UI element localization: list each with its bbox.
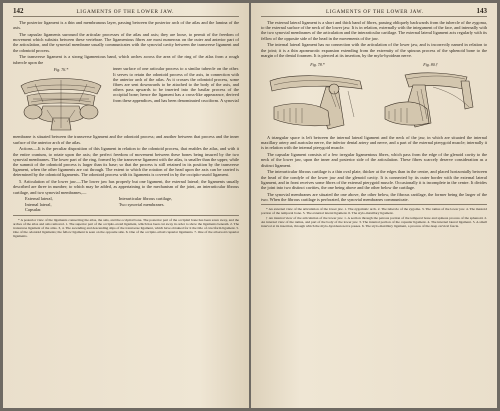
paragraph: membrane is situated between the transverse ligament and the odontoid process; and another between that process and the inner surface of the anterior arch of the atlas. [13, 134, 239, 145]
paragraph: The external lateral ligament is a short and thick band of fibres, passing obliquely backwards from the tubercle of the zygoma, to the external surface of the neck of the lower jaw. It is in relation, externally with the integument of the face, and internally with the two synovial membranes of the articulation and the interarticular cartilage. The external lateral ligament acts regularly with its fellow of the opposite side of the head in the movements of the jaw. [261, 20, 487, 41]
list-item: Interarticular fibrous cartilage, [118, 196, 173, 202]
paragraph: inner surface of one articular process to a similar tubercle on the other. It serves to retain the odontoid process of the axis, in connection with the anterior arch of the atlas. As it crosses the odontoid process, some fibres are sent downwards to be attached to the body of the axis, and others pass upwards to be inserted into the basilar process of the occipital bone; hence the ligament has a cross-like appearance, derived from these appendices, and has been denominated cruciform. A synovial [113, 66, 239, 103]
figure-caption: Fig. 80.† [423, 62, 438, 68]
ligament-list [25, 196, 239, 212]
list-item: Capsular. [25, 206, 42, 212]
paragraph: The transverse ligament is a strong ligamentous band, which arches across the area of the ring of the atlas from a rough tubercle upon the [13, 54, 239, 65]
right-page [251, 3, 497, 408]
left-page [3, 3, 249, 408]
jaw-external-engraving [264, 67, 372, 133]
page-number-left: 142 [13, 7, 24, 15]
cruciform-ligament-engraving [13, 72, 109, 134]
footnote: * A posterior view of the ligaments connecting the atlas, the axis, and the occipital bone. The posterior part of the occipital bone has been sawn away, and the arches of the atlas and axis removed. 1. The superior part of the occipito-axoid ligament, which has been cut away in order to show the ligaments beneath. 2. The transverse ligament of the atlas. 3, 4. The ascending and descending slips of the transverse ligament, which have obtained for it the title of cruciform ligament. 5. One of the odontoid ligaments; the fellow ligament is seen on the opposite side. 6. One of the occipito-atloid capsular ligaments. 7. One of the atloaxoid capsular ligaments. [13, 218, 239, 239]
paragraph: The capsular ligaments surround the articular processes of the atlas and axis; they are loose, to permit of the freedom of movement which subsists between these vertebrae. The ligamentous fibres are most numerous on the outer and anterior part of the articulation, and the synovial membrane usually communicates with the synovial cavity between the transverse ligament and the odontoid process. [13, 32, 239, 53]
figure-caption: Fig. 76.* [53, 67, 69, 73]
figure-caption: Fig. 78.* [310, 62, 325, 68]
paragraph: The synovial membranes are situated the one above, the other below, the fibrous cartilage, the former being the larger of the two. When the fibrous cartilage is perforated, the synovial membranes communicate. [261, 191, 487, 203]
footnotes-right [261, 204, 487, 228]
running-title-right: LIGAMENTS OF THE LOWER JAW. [326, 9, 424, 15]
list-item: Internal lateral, [25, 201, 52, 207]
running-title-left: LIGAMENTS OF THE LOWER JAW. [76, 9, 174, 15]
footnote: † An internal view of the articulation of the lower jaw. 1. A section through the petrous portion of the temporal bone and spinous process of the sphenoid. 2. An internal view of the ramus, and part of the body of the lower jaw. 3. The internal portion of the capsular ligament. 4. The internal lateral ligament. 5. A small interval at its insertion, through which the mylo-hyoidean nerve passes. 6. The stylo-maxillary ligament, a process of the deep cervical fascia. [261, 216, 487, 229]
list-item: Two synovial membranes. [118, 201, 165, 207]
paragraph: The capsular ligament consists of a few irregular ligamentous fibres, which pass from the edge of the glenoid cavity to the neck of the lower jaw, upon the inner and posterior side of the articulation. These fibres scarcely deserve consideration as a distinct ligament. [261, 152, 487, 168]
running-head-left [13, 7, 239, 17]
jaw-internal-engraving [377, 67, 485, 133]
running-head-right [261, 7, 487, 17]
paragraph: The posterior ligament is a thin and membranous layer, passing between the posterior arch of the atlas and the lamina of the axis. [13, 20, 239, 31]
list-item [119, 207, 239, 212]
paragraph: Actions.—It is the peculiar disposition of this ligament in relation to the odontoid process, that enables the atlas, and with it the entire cranium, to rotate upon the axis; the perfect freedom of movement between these bones being insured by the two synovial membranes. The lower part of the ring, formed by the transverse ligament with the atlas, is smaller than the upper, while the summit of the odontoid process is larger than its base; so that the process is still retained in its position by the transverse ligament, when the other ligaments are cut through. The extent to which the rotation of the head upon the axis can be carried is determined by the odontoid ligaments. The odontoid process with its ligaments is covered in by the occipito-axoid ligament. [13, 146, 239, 178]
figure-wrap-block [13, 66, 239, 134]
page-number-right: 143 [476, 7, 487, 15]
paragraph: The internal lateral ligament has no connection with the articulation of the lower jaw, and is incorrectly named in relation to the joint; it is a thin aponeurotic expansion extending from the extremity of the spinous process of the sphenoid bone to the margin of the dental foramen. It is pierced at its insertion, by the mylo-hyoidean nerve. [261, 42, 487, 58]
figure-78 [264, 61, 372, 133]
footnotes-left [13, 215, 239, 238]
figure-76 [13, 66, 109, 134]
figure-80 [377, 61, 485, 133]
footnote: * An external view of the articulation of the lower jaw. 1. The zygomatic arch. 2. The tubercle of the zygoma. 3. The ramus of the lower jaw. 4. The mastoid portion of the temporal bone. 5. The external lateral ligament. 6. The stylo-maxillary ligament. [261, 207, 487, 216]
paragraph: 5. Articulation of the lower jaw.—The lower jaw has properly but one ligament, the external lateral; the ligaments usually described are three in number; to which may be added, as appertaining to the mechanism of the joint, an interarticular fibrous cartilage, and two synovial membranes,— [13, 179, 239, 195]
paragraph: The interarticular fibrous cartilage is a thin oval plate, thicker at the edges than in the centre, and placed horizontally between the head of the condyle of the lower jaw and the glenoid cavity. It is connected by its outer border with the external lateral ligament, and in front receives some fibres of the external pterygoid muscle. Occasionally it is incomplete in the centre. It divides the joint into two distinct cavities, the one being above and the other below the cartilage. [261, 169, 487, 191]
list-item: External lateral, [25, 196, 53, 202]
book-spread [3, 3, 497, 408]
paragraph: A triangular space is left between the internal lateral ligament and the neck of the jaw, in which are situated the internal maxillary artery and auricular nerve, the inferior dental artery and nerve, and a part of the external pterygoid muscle; internally it is in relation with the internal pterygoid muscle. [261, 135, 487, 151]
figures-row [261, 61, 487, 133]
